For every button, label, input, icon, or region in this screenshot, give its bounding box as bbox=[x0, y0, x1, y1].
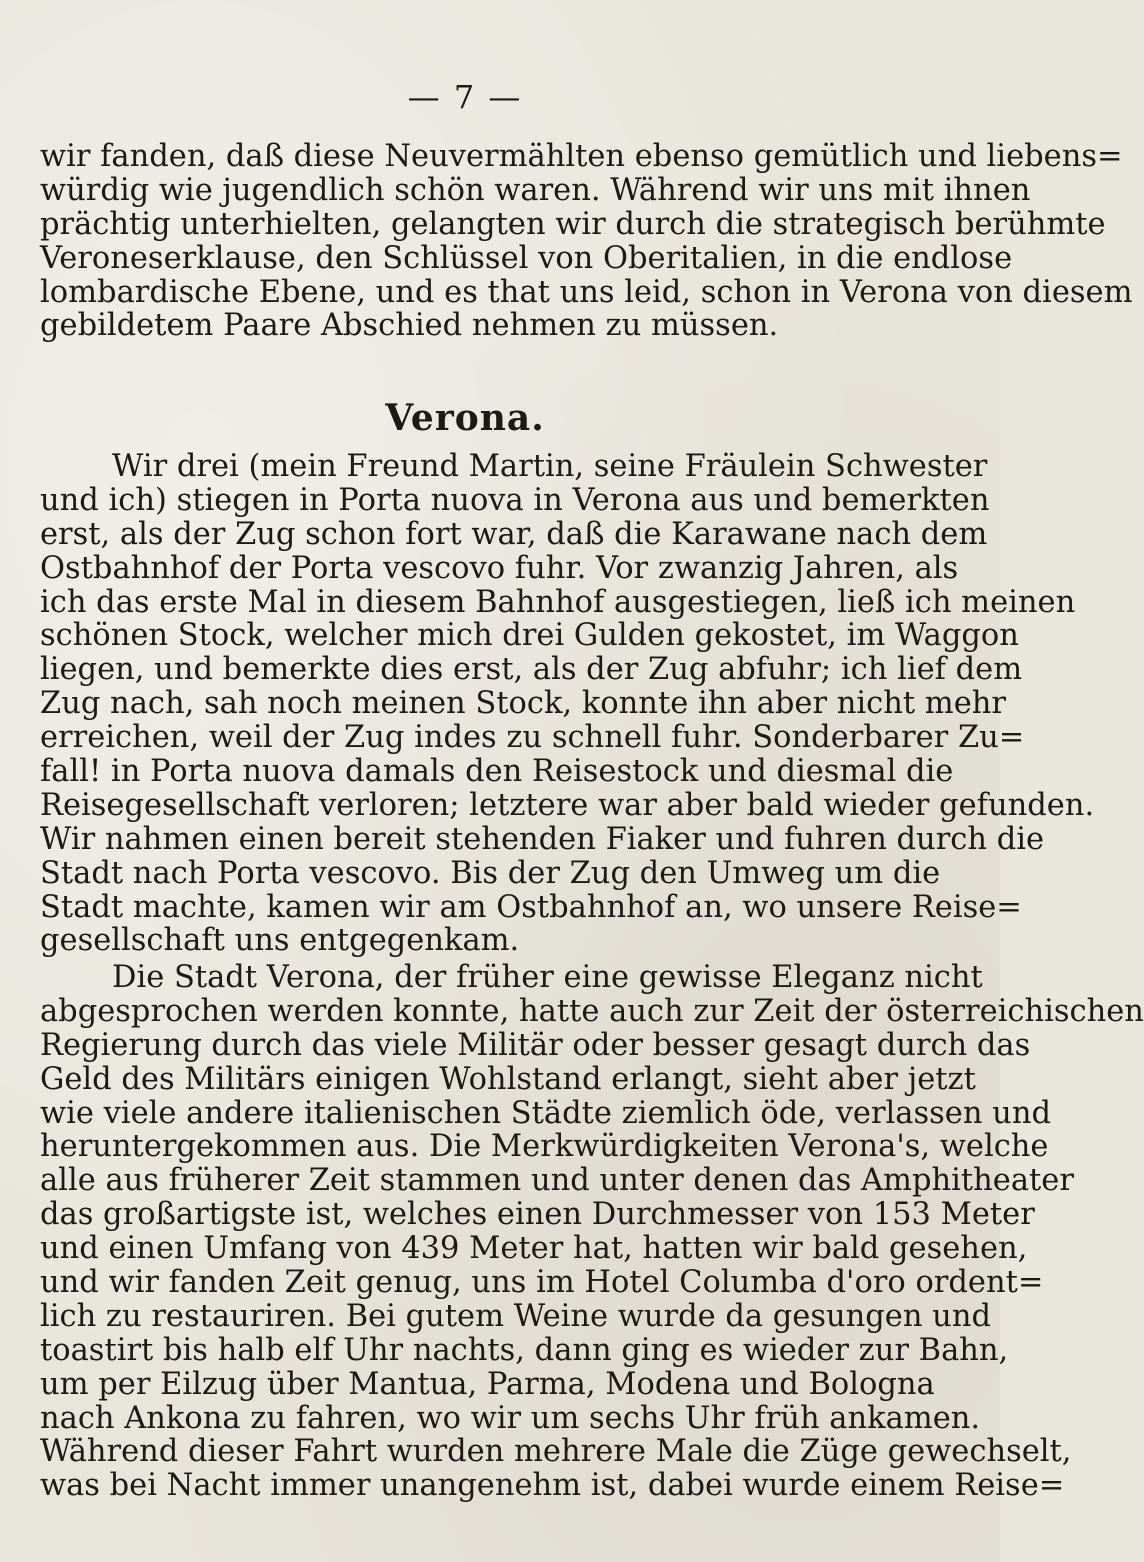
text-line: gebildetem Paare Abschied nehmen zu müssen. bbox=[40, 308, 779, 344]
text-line: Während dieser Fahrt wurden mehrere Male die Züge gewechselt, bbox=[40, 1434, 1072, 1470]
text-line: Wir nahmen einen bereit stehenden Fiaker und fuhren durch die bbox=[40, 821, 1045, 857]
text-line: würdig wie jugendlich schön waren. Während wir uns mit ihnen bbox=[40, 172, 1031, 208]
paragraph-arrival bbox=[40, 449, 1095, 959]
paragraph-intro bbox=[40, 139, 1133, 344]
text-line: und einen Umfang von 439 Meter hat, hatten wir bald gesehen, bbox=[40, 1231, 1028, 1267]
text-line: Wir drei (mein Freund Martin, seine Fräulein Schwester bbox=[112, 449, 988, 484]
text-line: wir fanden, daß diese Neuvermählten ebenso gemütlich und liebens= bbox=[40, 139, 1123, 174]
text-line: prächtig unterhielten, gelangten wir durch die strategisch berühmte bbox=[40, 206, 1106, 242]
section-heading: Verona. bbox=[385, 397, 545, 439]
page-number: — 7 — bbox=[407, 78, 523, 116]
text-line: Geld des Militärs einigen Wohlstand erlangt, sieht aber jetzt bbox=[40, 1061, 976, 1097]
text-line: und wir fanden Zeit genug, uns im Hotel Columba d'oro ordent= bbox=[40, 1265, 1044, 1301]
text-line: wie viele andere italienischen Städte ziemlich öde, verlassen und bbox=[40, 1095, 1051, 1131]
text-line: liegen, und bemerkte dies erst, als der Zug abfuhr; ich lief dem bbox=[40, 652, 1023, 688]
text-line: Zug nach, sah noch meinen Stock, konnte ihn aber nicht mehr bbox=[40, 686, 1006, 722]
text-line: Die Stadt Verona, der früher eine gewisse Eleganz nicht bbox=[112, 960, 983, 995]
text-line: fall! in Porta nuova damals den Reisestock und diesmal die bbox=[40, 754, 954, 790]
text-line: abgesprochen werden konnte, hatte auch zur Zeit der österreichischen bbox=[40, 993, 1144, 1029]
text-line: nach Ankona zu fahren, wo wir um sechs Uhr früh ankamen. bbox=[40, 1400, 981, 1436]
paragraph-city bbox=[40, 960, 1144, 1504]
text-line: und ich) stiegen in Porta nuova in Verona aus und bemerkten bbox=[40, 482, 990, 518]
text-line: Stadt nach Porta vescovo. Bis der Zug den Umweg um die bbox=[40, 855, 941, 891]
text-line: lombardische Ebene, und es that uns leid, schon in Verona von diesem bbox=[40, 274, 1133, 310]
text-line: um per Eilzug über Mantua, Parma, Modena und Bologna bbox=[40, 1366, 935, 1402]
text-line: Reisegesellschaft verloren; letztere war aber bald wieder gefunden. bbox=[40, 787, 1095, 823]
text-line: erst, als der Zug schon fort war, daß die Karawane nach dem bbox=[40, 516, 988, 552]
text-line: gesellschaft uns entgegenkam. bbox=[40, 923, 520, 959]
text-line: Ostbahnhof der Porta vescovo fuhr. Vor zwanzig Jahren, als bbox=[40, 550, 959, 586]
text-line: schönen Stock, welcher mich drei Gulden gekostet, im Waggon bbox=[40, 618, 1019, 654]
text-line: erreichen, weil der Zug indes zu schnell fuhr. Sonderbarer Zu= bbox=[40, 720, 1025, 756]
text-line: Regierung durch das viele Militär oder besser gesagt durch das bbox=[40, 1027, 1031, 1063]
text-line: toastirt bis halb elf Uhr nachts, dann ging es wieder zur Bahn, bbox=[40, 1332, 1009, 1368]
text-line: das großartigste ist, welches einen Durchmesser von 153 Meter bbox=[40, 1197, 1035, 1233]
text-line: Stadt machte, kamen wir am Ostbahnhof an, wo unsere Reise= bbox=[40, 889, 1022, 925]
text-line: alle aus früherer Zeit stammen und unter denen das Amphitheater bbox=[40, 1163, 1074, 1199]
text-line: was bei Nacht immer unangenehm ist, dabei wurde einem Reise= bbox=[40, 1468, 1065, 1504]
text-line: heruntergekommen aus. Die Merkwürdigkeiten Verona's, welche bbox=[40, 1129, 1049, 1165]
text-line: ich das erste Mal in diesem Bahnhof ausgestiegen, ließ ich meinen bbox=[40, 584, 1076, 620]
text-line: Veroneserklause, den Schlüssel von Oberitalien, in die endlose bbox=[40, 240, 1013, 276]
text-line: lich zu restauriren. Bei gutem Weine wurde da gesungen und bbox=[40, 1298, 991, 1334]
